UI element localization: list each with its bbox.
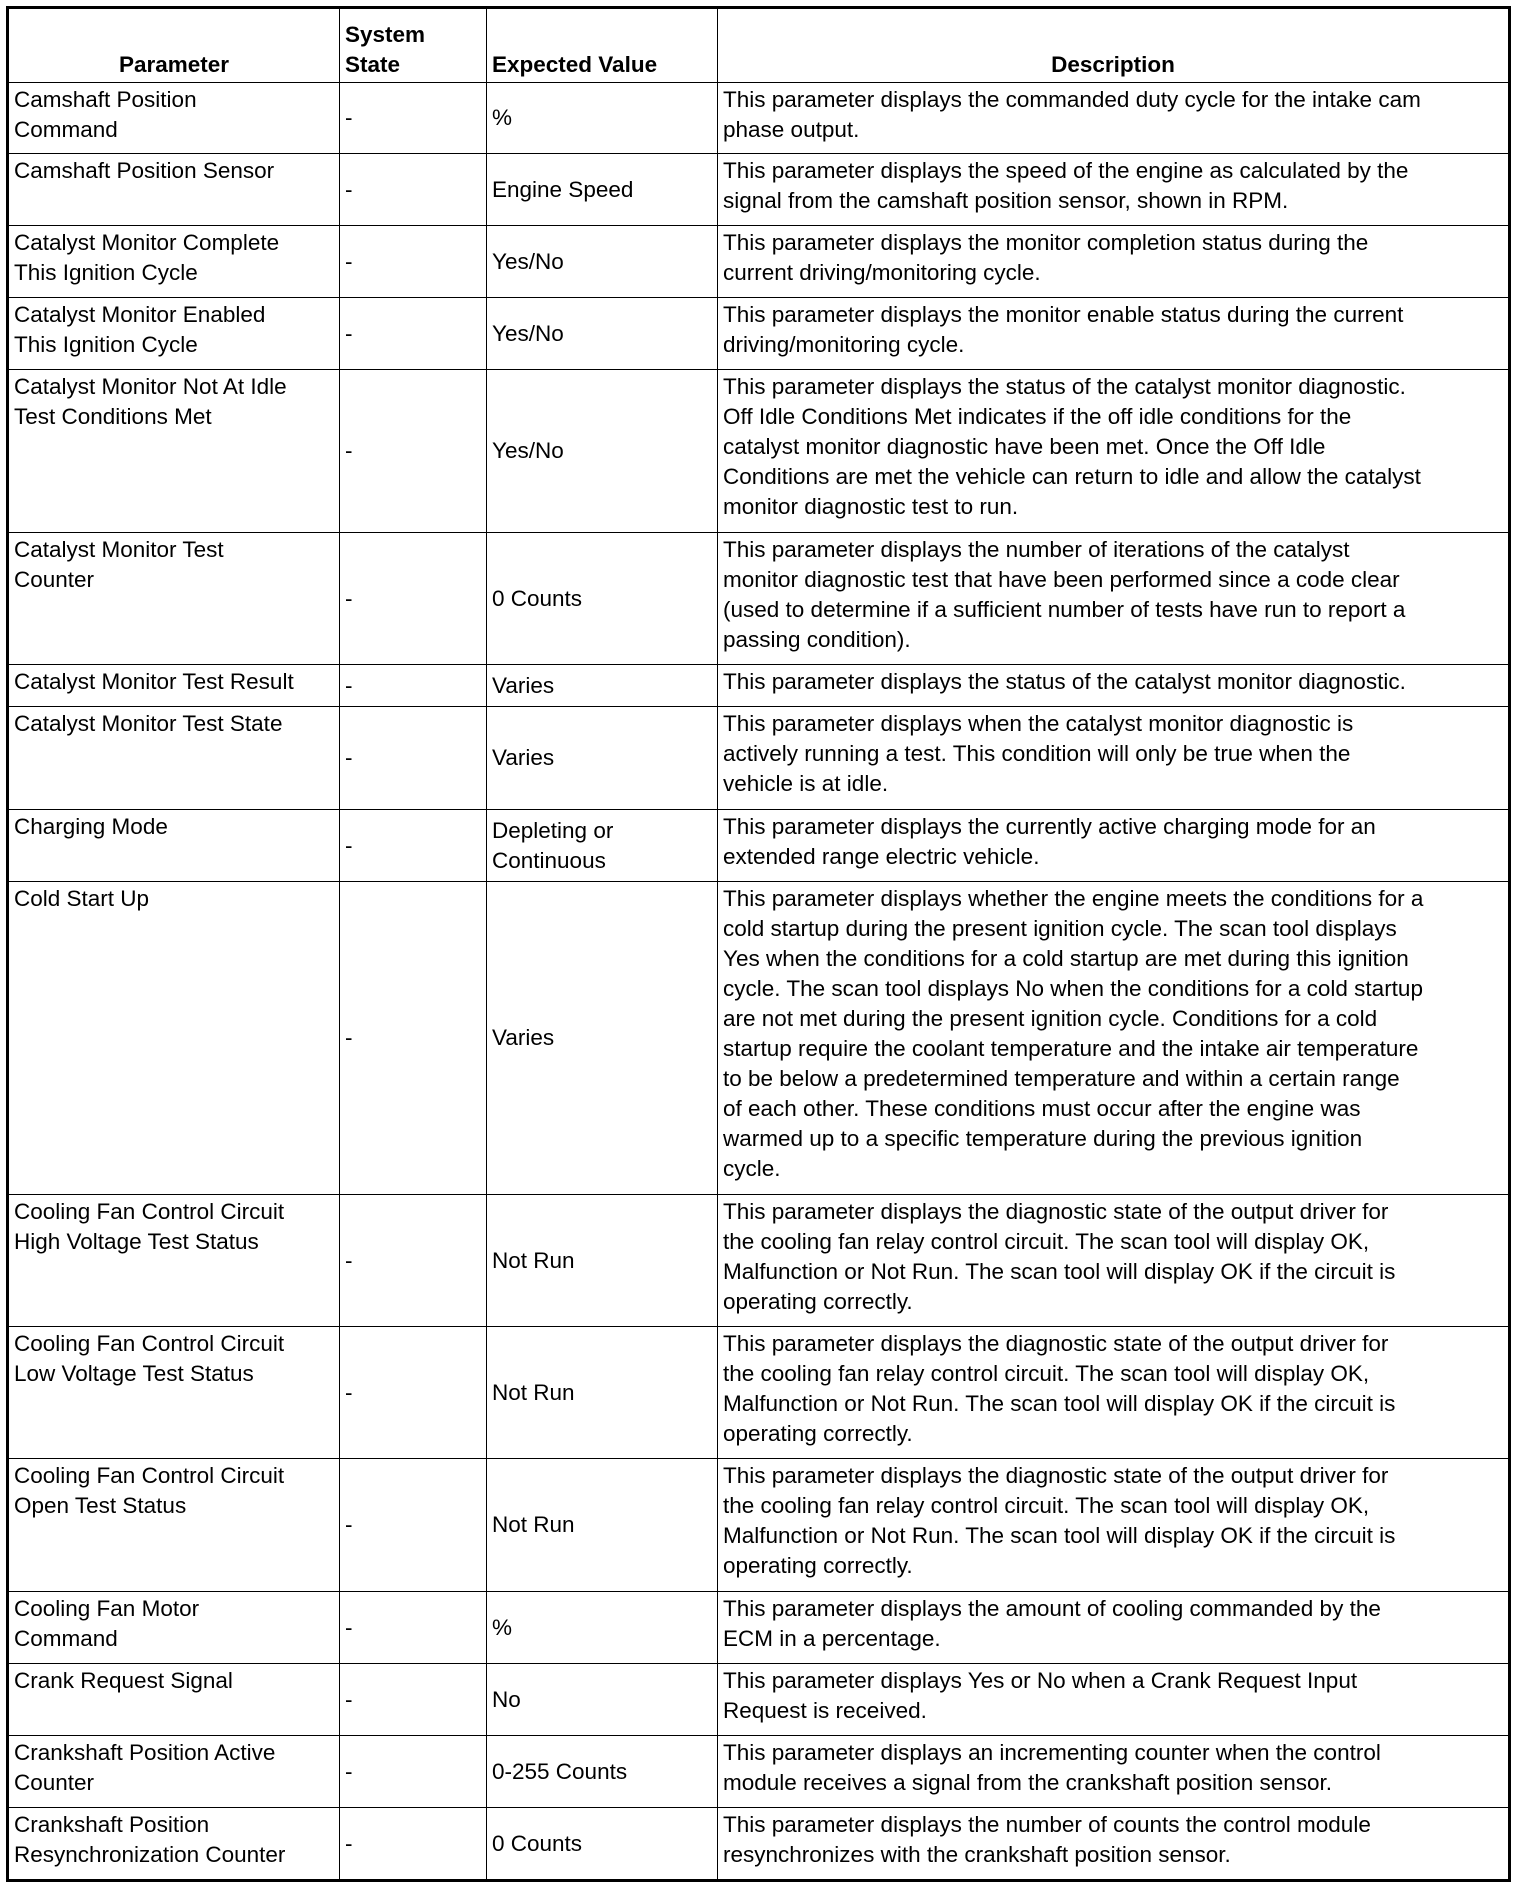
description-cell: This parameter displays the monitor completion status during the current driving/monitoring cycle. — [718, 226, 1510, 298]
system-state-cell: - — [340, 1592, 487, 1664]
expected-value-cell: Yes/No — [487, 298, 718, 370]
description-cell: This parameter displays the speed of the engine as calculated by the signal from the camshaft position sensor, shown in RPM. — [718, 154, 1510, 226]
parameter-cell: Catalyst Monitor Test Counter — [8, 533, 340, 665]
parameter-cell: Charging Mode — [8, 810, 340, 882]
expected-value-cell: 0-255 Counts — [487, 1736, 718, 1808]
expected-value-cell: 0 Counts — [487, 1808, 718, 1881]
parameter-cell: Crankshaft Position Active Counter — [8, 1736, 340, 1808]
header-description: Description — [718, 8, 1510, 83]
expected-value-cell: 0 Counts — [487, 533, 718, 665]
parameter-cell: Cooling Fan Motor Command — [8, 1592, 340, 1664]
system-state-cell: - — [340, 707, 487, 810]
expected-value-cell: Varies — [487, 707, 718, 810]
parameter-table — [6, 6, 1511, 1882]
parameter-cell: Cooling Fan Control Circuit High Voltage Test Status — [8, 1195, 340, 1327]
system-state-cell: - — [340, 810, 487, 882]
table-row — [8, 1592, 1510, 1664]
expected-value-cell: Engine Speed — [487, 154, 718, 226]
system-state-cell: - — [340, 1808, 487, 1881]
header-parameter: Parameter — [8, 8, 340, 83]
description-cell: This parameter displays an incrementing counter when the control module receives a signal from the crankshaft position sensor. — [718, 1736, 1510, 1808]
table-row — [8, 370, 1510, 533]
description-cell: This parameter displays the diagnostic state of the output driver for the cooling fan relay control circuit. The scan tool will display OK, Malfunction or Not Run. The scan tool will display OK if the circuit is operating correctly. — [718, 1459, 1510, 1592]
expected-value-cell: Varies — [487, 882, 718, 1195]
system-state-cell: - — [340, 1664, 487, 1736]
header-row — [8, 8, 1510, 83]
table-row — [8, 83, 1510, 154]
parameter-cell: Catalyst Monitor Complete This Ignition Cycle — [8, 226, 340, 298]
parameter-cell: Crankshaft Position Resynchronization Counter — [8, 1808, 340, 1881]
system-state-cell: - — [340, 154, 487, 226]
table-row — [8, 226, 1510, 298]
system-state-cell: - — [340, 370, 487, 533]
system-state-cell: - — [340, 665, 487, 707]
expected-value-cell: No — [487, 1664, 718, 1736]
expected-value-cell: % — [487, 1592, 718, 1664]
parameter-cell: Cooling Fan Control Circuit Open Test Status — [8, 1459, 340, 1592]
expected-value-cell: Depleting or Continuous — [487, 810, 718, 882]
table-row — [8, 882, 1510, 1195]
table-row — [8, 810, 1510, 882]
system-state-cell: - — [340, 298, 487, 370]
description-cell: This parameter displays the diagnostic state of the output driver for the cooling fan relay control circuit. The scan tool will display OK, Malfunction or Not Run. The scan tool will display OK if the circuit is operating correctly. — [718, 1195, 1510, 1327]
description-cell: This parameter displays the number of iterations of the catalyst monitor diagnostic test that have been performed since a code clear (used to determine if a sufficient number of tests have run to report a passing condition). — [718, 533, 1510, 665]
expected-value-cell: Varies — [487, 665, 718, 707]
description-cell: This parameter displays the currently active charging mode for an extended range electric vehicle. — [718, 810, 1510, 882]
description-cell: This parameter displays the number of counts the control module resynchronizes with the crankshaft position sensor. — [718, 1808, 1510, 1881]
parameter-cell: Camshaft Position Sensor — [8, 154, 340, 226]
system-state-cell: - — [340, 1736, 487, 1808]
system-state-cell: - — [340, 1327, 487, 1459]
parameter-cell: Catalyst Monitor Not At Idle Test Conditions Met — [8, 370, 340, 533]
header-expected-value: Expected Value — [487, 8, 718, 83]
parameter-cell: Catalyst Monitor Test Result — [8, 665, 340, 707]
table-row — [8, 154, 1510, 226]
system-state-cell: - — [340, 83, 487, 154]
table-row — [8, 665, 1510, 707]
system-state-cell: - — [340, 882, 487, 1195]
system-state-cell: - — [340, 1195, 487, 1327]
description-cell: This parameter displays the amount of cooling commanded by the ECM in a percentage. — [718, 1592, 1510, 1664]
description-cell: This parameter displays Yes or No when a Crank Request Input Request is received. — [718, 1664, 1510, 1736]
table-row — [8, 1195, 1510, 1327]
description-cell: This parameter displays whether the engine meets the conditions for a cold startup during the present ignition cycle. The scan tool displays Yes when the conditions for a cold startup are met during this ignition cycle. The scan tool displays No when the conditions for a cold startup are not met during the present ignition cycle. Conditions for a cold startup require the coolant temperature and the intake air temperature to be below a predetermined temperature and within a certain range of each other. These conditions must occur after the engine was warmed up to a specific temperature during the previous ignition cycle. — [718, 882, 1510, 1195]
description-cell: This parameter displays the commanded duty cycle for the intake cam phase output. — [718, 83, 1510, 154]
description-cell: This parameter displays the status of the catalyst monitor diagnostic. — [718, 665, 1510, 707]
description-cell: This parameter displays the monitor enable status during the current driving/monitoring cycle. — [718, 298, 1510, 370]
table-row — [8, 1736, 1510, 1808]
expected-value-cell: Not Run — [487, 1459, 718, 1592]
parameter-cell: Catalyst Monitor Enabled This Ignition Cycle — [8, 298, 340, 370]
parameter-cell: Catalyst Monitor Test State — [8, 707, 340, 810]
table-row — [8, 298, 1510, 370]
description-cell: This parameter displays the status of the catalyst monitor diagnostic. Off Idle Conditions Met indicates if the off idle conditions for the catalyst monitor diagnostic have been met. Once the Off Idle Conditions are met the vehicle can return to idle and allow the catalyst monitor diagnostic test to run. — [718, 370, 1510, 533]
table-row — [8, 1327, 1510, 1459]
expected-value-cell: Not Run — [487, 1195, 718, 1327]
parameter-cell: Camshaft Position Command — [8, 83, 340, 154]
header-system-state: System State — [340, 8, 487, 83]
system-state-cell: - — [340, 533, 487, 665]
expected-value-cell: Yes/No — [487, 226, 718, 298]
parameter-cell: Crank Request Signal — [8, 1664, 340, 1736]
description-cell: This parameter displays when the catalyst monitor diagnostic is actively running a test. This condition will only be true when the vehicle is at idle. — [718, 707, 1510, 810]
expected-value-cell: Yes/No — [487, 370, 718, 533]
table-row — [8, 1459, 1510, 1592]
table-row — [8, 1664, 1510, 1736]
table-row — [8, 533, 1510, 665]
expected-value-cell: Not Run — [487, 1327, 718, 1459]
table-row — [8, 707, 1510, 810]
parameter-cell: Cooling Fan Control Circuit Low Voltage Test Status — [8, 1327, 340, 1459]
table-row — [8, 1808, 1510, 1881]
system-state-cell: - — [340, 1459, 487, 1592]
system-state-cell: - — [340, 226, 487, 298]
parameter-cell: Cold Start Up — [8, 882, 340, 1195]
expected-value-cell: % — [487, 83, 718, 154]
description-cell: This parameter displays the diagnostic state of the output driver for the cooling fan relay control circuit. The scan tool will display OK, Malfunction or Not Run. The scan tool will display OK if the circuit is operating correctly. — [718, 1327, 1510, 1459]
